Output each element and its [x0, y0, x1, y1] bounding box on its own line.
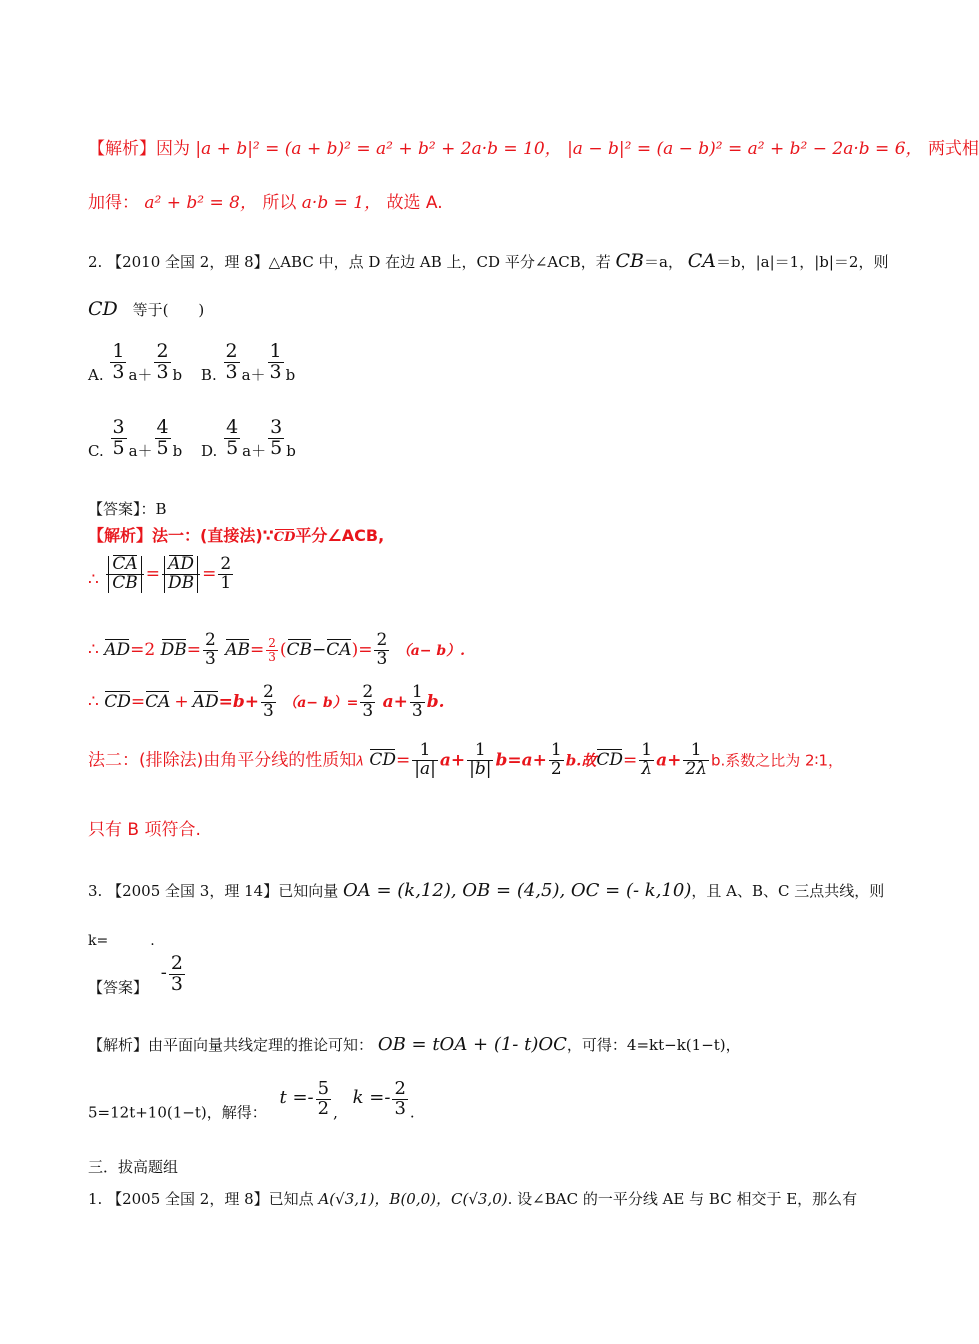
q3-solution-line1: 【解析】由平面向量共线定理的推论可知： OB = tOA + (1- t)OC，可得：4=kt−k(1−t)，	[88, 1034, 741, 1055]
question-source: 【2005 全国 3，理 14】	[107, 882, 279, 900]
vector-cb: CB	[615, 250, 644, 272]
options-row-ab	[88, 342, 295, 385]
q2-cd-line: ∴ CD=CA + AD=b+ $\frac{2}{3}$ （a− b）= $\frac{2}{3}$ a+ $\frac{1}{3}$ b.	[88, 682, 445, 721]
q3-blank: k= .	[88, 933, 155, 949]
p1-line2: 加得： a² + b² = 8， 所以 a·b = 1， 故选 A.	[88, 193, 443, 213]
q3-answer: 【答案】 - $\frac{2}{3}$	[88, 952, 183, 997]
solution-tag: 【解析】	[88, 139, 156, 159]
section-title: 三．拔高题组	[88, 1158, 179, 1176]
options-row-cd	[88, 418, 296, 461]
equation-diff: |a − b|² = (a − b)² = a² + b² − 2a·b = 6，	[567, 139, 923, 159]
q2-ad-line: ∴ AD=2 DB= $\frac{2}{3}$ AB= $\frac{2}{3}$ (CB−CA)= $\frac{2}{3}$ （a− b）.	[88, 630, 466, 669]
option-d: D. $\frac{4}{5}$ a＋ $\frac{3}{5}$ b	[201, 416, 296, 461]
p1-line1: 【解析】因为 |a + b|² = (a + b)² = a² + b² + 2a·b = 10， |a − b|² = (a − b)² = a² + b² − 2a·b = 6， 两式相	[88, 139, 979, 159]
q2-ratio-line: ∴ $\frac{CA}{CB}$ = $\frac{AD}{DB}$ = $\frac{2}{1}$	[88, 554, 232, 593]
question-source: 【2010 全国 2，理 8】	[107, 253, 269, 271]
q2-solution-method2: 法二：(排除法)由角平分线的性质知λ CD= $\frac{1}{|a|}$ a+ $\frac{1}{|b|}$ b=a+ $\frac{1}{2}$ b.故CD= $\frac{1}{\lambda}$ a+ $\frac{1}{2\lambda}$ b.系数之比为 2∶1，	[88, 740, 844, 779]
vector-formula: OA = (k,12), OB = (4,5), OC = (- k,10)	[343, 880, 692, 901]
answer-label: 【答案】	[88, 500, 141, 518]
q2-method2-conclusion: 只有 B 项符合.	[88, 820, 201, 840]
solution-label: 【解析】	[88, 1036, 149, 1054]
points: A(√3,1)，B(0,0)，C(√3,0)	[318, 1190, 508, 1208]
q2-answer	[88, 498, 167, 519]
q3-solution-line2: 5=12t+10(1−t)，解得： t =- $\frac{5}{2}$ , k =- $\frac{2}{3}$ .	[88, 1078, 415, 1122]
equation-sum: |a + b|² = (a + b)² = a² + b² + 2a·b = 10，	[195, 139, 562, 159]
q3-stem: 3. 【2005 全国 3，理 14】已知向量 OA = (k,12), OB = (4,5), OC = (- k,10)，且 A、B、C 三点共线，则	[88, 880, 885, 901]
q2-stem: 2. 【2010 全国 2，理 8】△ABC 中，点 D 在边 AB 上，CD 平分∠ACB，若 CB＝a， CA＝b，|a|＝1，|b|＝2，则	[88, 250, 889, 272]
answer-value: ：B	[140, 500, 167, 518]
question-number: 1.	[88, 1190, 103, 1208]
option-c: C. $\frac{3}{5}$ a＋ $\frac{4}{5}$ b	[88, 416, 183, 461]
question-number: 2.	[88, 253, 103, 271]
question-source: 【2005 全国 2，理 8】	[107, 1190, 269, 1208]
question-number: 3.	[88, 882, 103, 900]
answer-label: 【答案】	[88, 978, 149, 997]
vector-ca: CA	[687, 250, 716, 272]
vector-cd: CD	[88, 298, 118, 320]
option-b: B. $\frac{2}{3}$ a＋ $\frac{1}{3}$ b	[200, 340, 296, 385]
option-a: A. $\frac{1}{3}$ a＋ $\frac{2}{3}$ b	[88, 340, 183, 385]
collinear-formula: OB = tOA + (1- t)OC	[377, 1034, 567, 1055]
q2-stem-line2: CD 等于( )	[88, 298, 205, 320]
sec3-q1-stem: 1. 【2005 全国 2，理 8】已知点 A(√3,1)，B(0,0)，C(√3,0). 设∠BAC 的一平分线 AE 与 BC 相交于 E，那么有	[88, 1190, 858, 1208]
q2-solution-method1: 【解析】法一：(直接法)∵CD平分∠ACB,	[88, 526, 385, 545]
